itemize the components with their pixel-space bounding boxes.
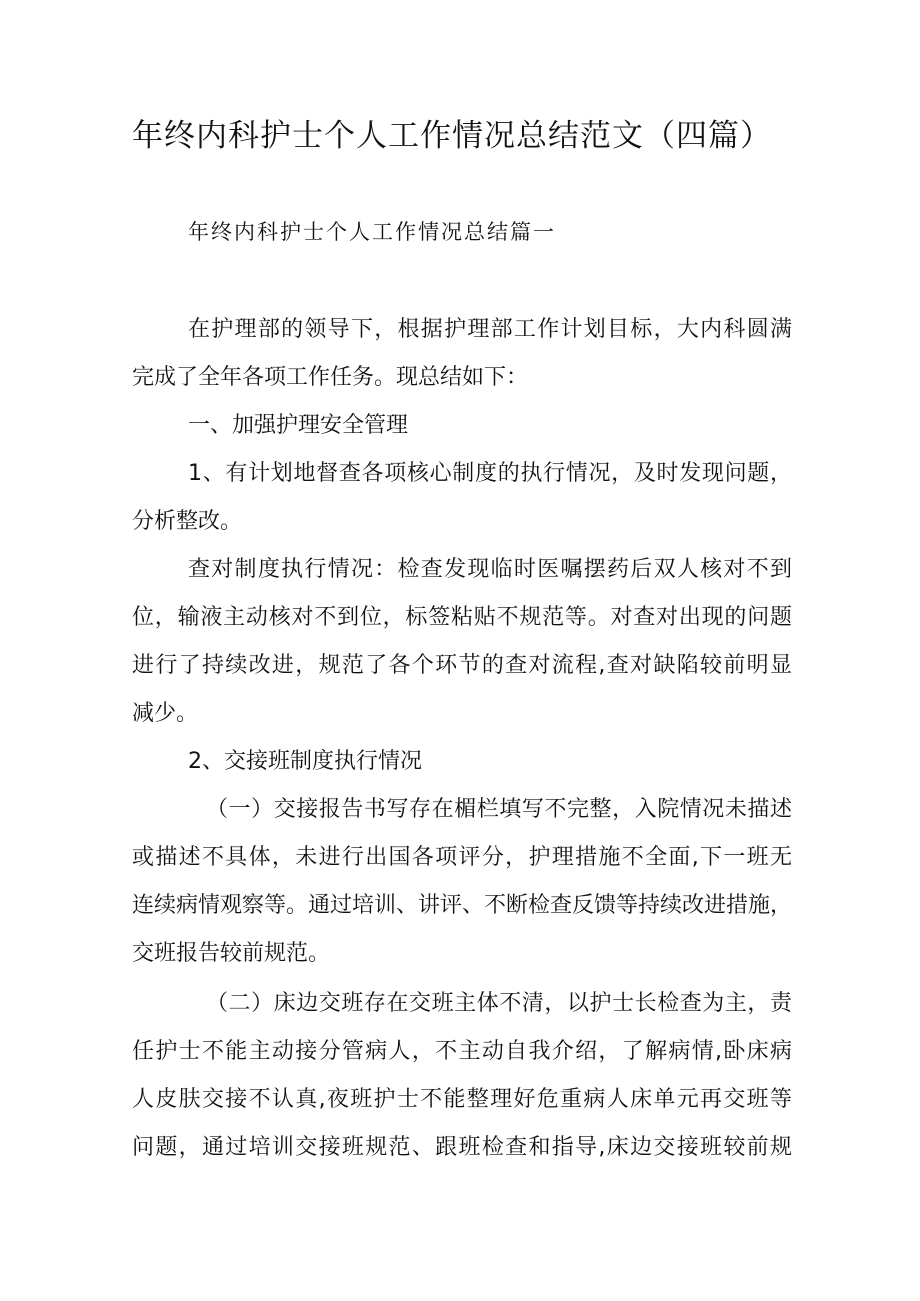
section-subheading: 一、加强护理安全管理: [188, 413, 409, 438]
paragraph-line: 查对制度执行情况：检查发现临时医嘱摆药后双人核对不到: [188, 557, 792, 582]
paragraph-line: 问题，通过培训交接班规范、跟班检查和指导,床边交接班较前规: [132, 1135, 792, 1160]
paragraph-line: （二）床边交班存在交班主体不清，以护士长检查为主，责: [206, 991, 792, 1016]
paragraph-line: 在护理部的领导下，根据护理部工作计划目标，大内科圆满: [188, 317, 792, 342]
paragraph-line: 交班报告较前规范。: [132, 941, 331, 966]
paragraph-line: 连续病情观察等。通过培训、讲评、不断检查反馈等持续改进措施，: [132, 893, 792, 918]
paragraph-line: 减少。: [132, 701, 199, 726]
paragraph-line: 或描述不具体，未进行出国各项评分，护理措施不全面,下一班无: [132, 845, 792, 870]
paragraph-line: 进行了持续改进，规范了各个环节的查对流程,查对缺陷较前明显: [132, 653, 792, 678]
document-body: [132, 306, 792, 1172]
section-heading: 年终内科护士个人工作情况总结篇一: [188, 220, 556, 244]
paragraph-line: （一）交接报告书写存在楣栏填写不完整，入院情况未描述: [206, 797, 792, 822]
paragraph-line: 1、有计划地督查各项核心制度的执行情况，及时发现问题，: [188, 461, 792, 486]
paragraph-line: 人皮肤交接不认真,夜班护士不能整理好危重病人床单元再交班等: [132, 1087, 792, 1112]
paragraph-line: 位，输液主动核对不到位，标签粘贴不规范等。对查对出现的问题: [132, 605, 792, 630]
paragraph-line: 完成了全年各项工作任务。现总结如下：: [132, 365, 529, 390]
paragraph-line: 任护士不能主动接分管病人，不主动自我介绍，了解病情,卧床病: [132, 1039, 792, 1064]
document-title: 年终内科护士个人工作情况总结范文（四篇）: [132, 118, 772, 154]
paragraph-line: 分析整改。: [132, 509, 243, 534]
section-subheading: 2、交接班制度执行情况: [188, 749, 422, 774]
